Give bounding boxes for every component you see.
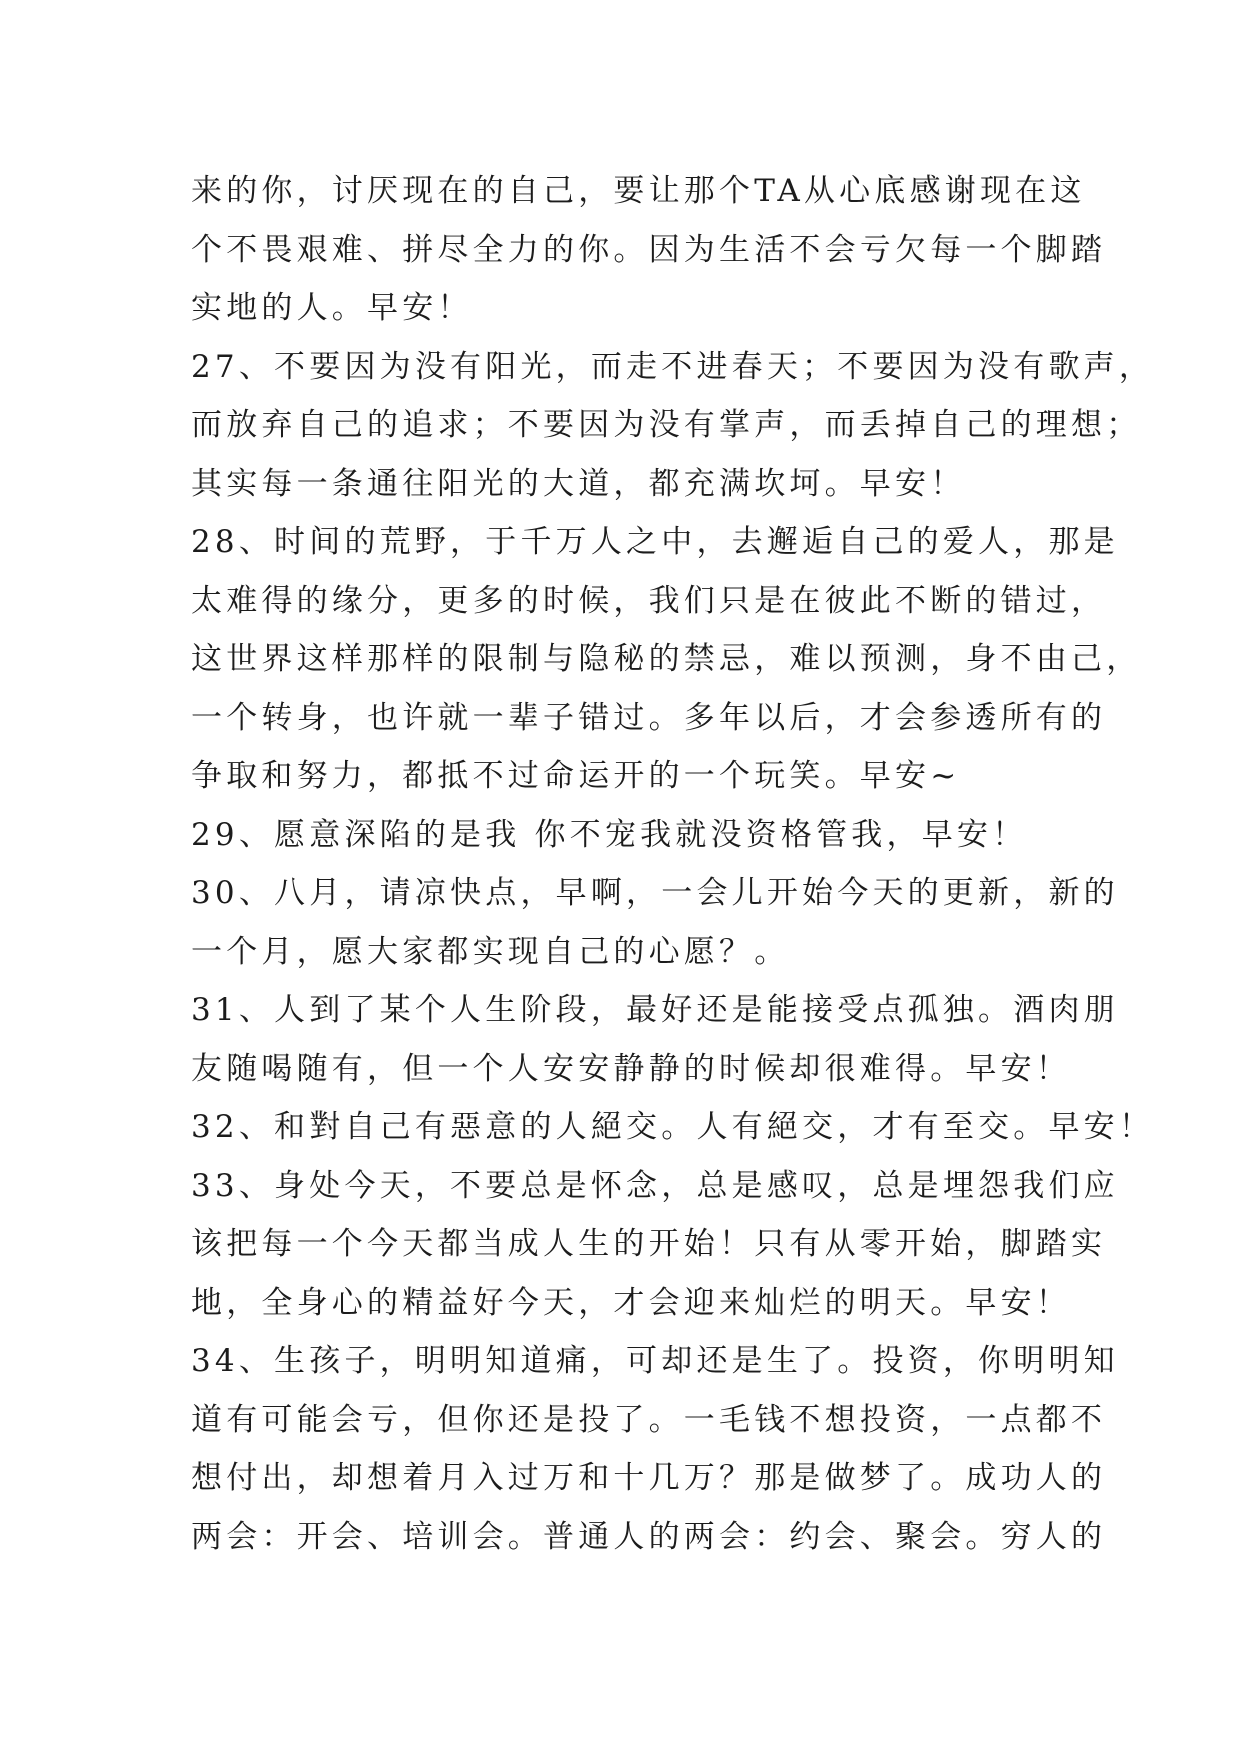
text-line: 这世界这样那样的限制与隐秘的禁忌，难以预测，身不由己， <box>191 641 1142 677</box>
text-line: 而放弃自己的追求；不要因为没有掌声，而丢掉自己的理想； <box>191 407 1142 443</box>
text-line: 来的你，讨厌现在的自己，要让那个TA从心底感谢现在这 <box>191 173 1086 209</box>
body-text <box>191 162 1155 1566</box>
text-line: 友随喝随有，但一个人安安静静的时候却很难得。早安！ <box>191 1050 1071 1087</box>
text-line: 一个月，愿大家都实现自己的心愿？。 <box>191 933 790 970</box>
text-line: 32、和對自己有惡意的人絕交。人有絕交，才有至交。早安！ <box>191 1109 1155 1145</box>
text-line: 想付出，却想着月入过万和十几万？那是做梦了。成功人的 <box>191 1460 1107 1496</box>
text-line: 29、愿意深陷的是我 你不宠我就没资格管我，早安！ <box>191 816 1028 853</box>
text-line: 两会：开会、培训会。普通人的两会：约会、聚会。穷人的 <box>191 1518 1107 1555</box>
text-line: 个不畏艰难、拼尽全力的你。因为生活不会亏欠每一个脚踏 <box>191 231 1107 268</box>
text-line: 28、时间的荒野，于千万人之中，去邂逅自己的爱人，那是 <box>191 524 1119 560</box>
text-line: 34、生孩子，明明知道痛，可却还是生了。投资，你明明知 <box>191 1343 1119 1379</box>
text-line: 太难得的缘分，更多的时候，我们只是在彼此不断的错过， <box>191 582 1107 619</box>
text-line: 一个转身，也许就一辈子错过。多年以后，才会参透所有的 <box>191 699 1107 736</box>
text-line: 争取和努力，都抵不过命运开的一个玩笑。早安~ <box>191 758 961 794</box>
text-line: 27、不要因为没有阳光，而走不进春天；不要因为没有歌声， <box>191 348 1155 385</box>
text-line: 33、身处今天，不要总是怀念，总是感叹，总是埋怨我们应 <box>191 1167 1119 1204</box>
text-line: 31、人到了某个人生阶段，最好还是能接受点孤独。酒肉朋 <box>191 992 1119 1028</box>
text-line: 30、八月，请凉快点，早啊，一会儿开始今天的更新，新的 <box>191 875 1119 911</box>
text-line: 该把每一个今天都当成人生的开始！只有从零开始，脚踏实 <box>191 1226 1107 1262</box>
text-line: 实地的人。早安！ <box>191 290 473 326</box>
text-line: 道有可能会亏，但你还是投了。一毛钱不想投资，一点都不 <box>191 1401 1107 1438</box>
text-line: 其实每一条通往阳光的大道，都充满坎坷。早安！ <box>191 465 966 502</box>
text-line: 地，全身心的精益好今天，才会迎来灿烂的明天。早安！ <box>191 1284 1071 1321</box>
